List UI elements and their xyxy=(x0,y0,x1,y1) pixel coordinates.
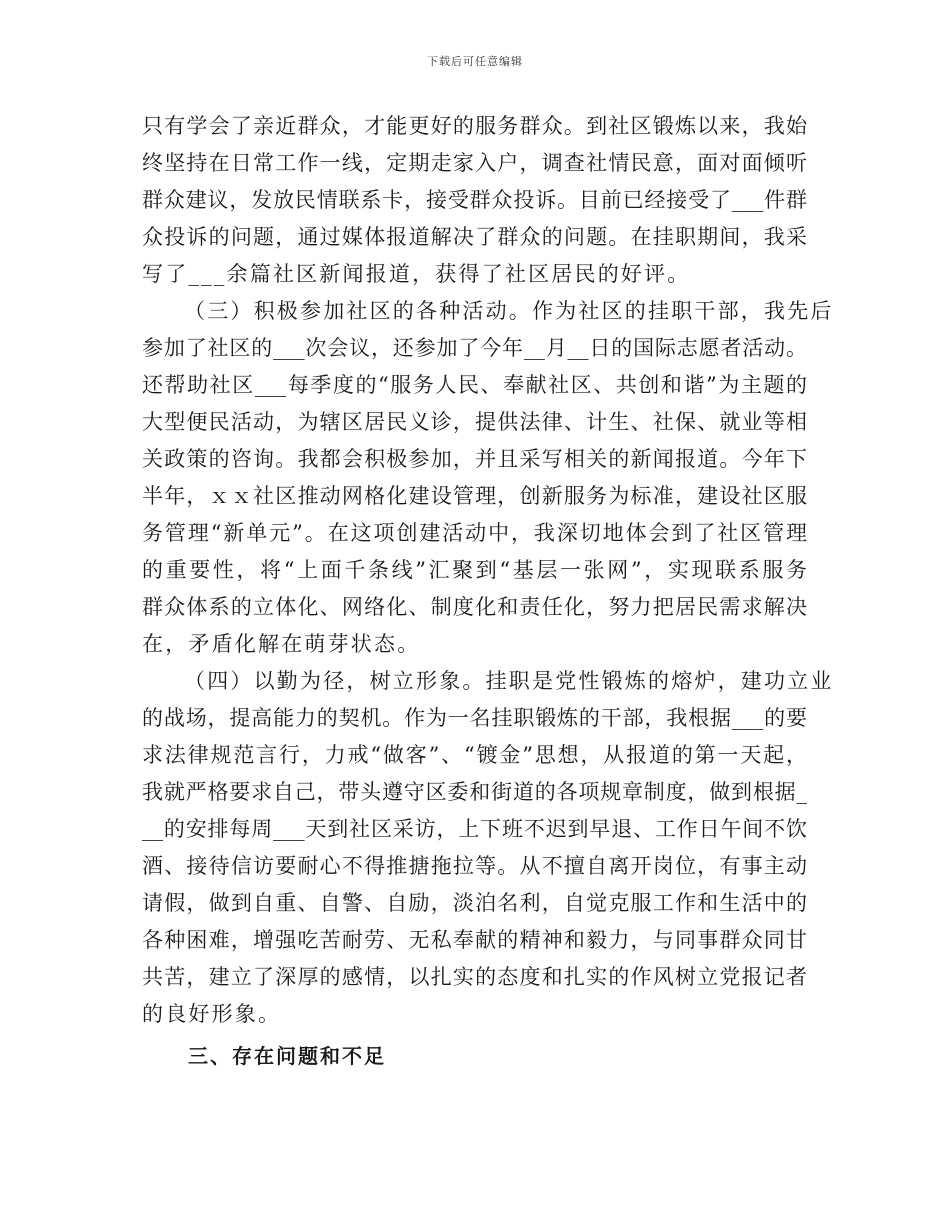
text-line: 众投诉的问题，通过媒体报道解决了群众的问题。在挂职期间，我采 xyxy=(142,225,807,249)
text-line: 终坚持在日常工作一线，定期走家入户，调查社情民意，面对面倾听 xyxy=(142,151,807,175)
text-line: 还帮助社区___每季度的“服务人民、奉献社区、共创和谐”为主题的 xyxy=(142,373,807,397)
text-line: 参加了社区的___次会议，还参加了今年__月__日的国际志愿者活动。 xyxy=(142,336,807,360)
text-line: 群众体系的立体化、网络化、制度化和责任化，努力把居民需求解决 xyxy=(142,595,807,619)
text-line: 大型便民活动，为辖区居民义诊，提供法律、计生、社保、就业等相 xyxy=(142,410,807,434)
text-line: 在，矛盾化解在萌芽状态。 xyxy=(142,632,421,656)
text-line: 的良好形象。 xyxy=(142,1002,282,1026)
text-line: __的安排每周___天到社区采访，上下班不迟到早退、工作日午间不饮 xyxy=(142,817,807,841)
text-line: 求法律规范言行，力戒“做客”、“镀金”思想，从报道的第一天起， xyxy=(142,743,807,767)
page-header: 下载后可任意编辑 xyxy=(427,55,523,68)
text-line: 各种困难，增强吃苦耐劳、无私奉献的精神和毅力，与同事群众同甘 xyxy=(142,928,807,952)
text-line: 群众建议，发放民情联系卡，接受群众投诉。目前已经接受了___件群 xyxy=(142,188,807,212)
text-line: 半年，ｘｘ社区推动网格化建设管理，创新服务为标准，建设社区服 xyxy=(142,484,807,508)
text-line: 我就严格要求自己，带头遵守区委和街道的各项规章制度，做到根据_ xyxy=(142,780,807,804)
document-body xyxy=(142,108,834,1033)
paragraph-start-line: （四）以勤为径，树立形象。挂职是党性锻炼的熔炉，建功立业 xyxy=(184,669,834,693)
text-line: 共苦，建立了深厚的感情，以扎实的态度和扎实的作风树立党报记者 xyxy=(142,965,807,989)
text-line: 酒、接待信访要耐心不得推搪拖拉等。从不擅自离开岗位，有事主动 xyxy=(142,854,807,878)
text-line: 务管理“新单元”。在这项创建活动中，我深切地体会到了社区管理 xyxy=(142,521,807,545)
paragraph-start-line: （三）积极参加社区的各种活动。作为社区的挂职干部，我先后 xyxy=(184,299,834,323)
text-line: 的重要性，将“上面千条线”汇聚到“基层一张网”，实现联系服务 xyxy=(142,558,807,582)
section-heading: 三、存在问题和不足 xyxy=(188,1044,386,1068)
text-line: 的战场，提高能力的契机。作为一名挂职锻炼的干部，我根据___的要 xyxy=(142,706,807,730)
text-line: 只有学会了亲近群众，才能更好的服务群众。到社区锻炼以来，我始 xyxy=(142,114,807,138)
text-line: 请假，做到自重、自警、自励，淡泊名利，自觉克服工作和生活中的 xyxy=(142,891,807,915)
text-line: 关政策的咨询。我都会积极参加，并且采写相关的新闻报道。今年下 xyxy=(142,447,807,471)
text-line: 写了___余篇社区新闻报道，获得了社区居民的好评。 xyxy=(142,262,691,286)
